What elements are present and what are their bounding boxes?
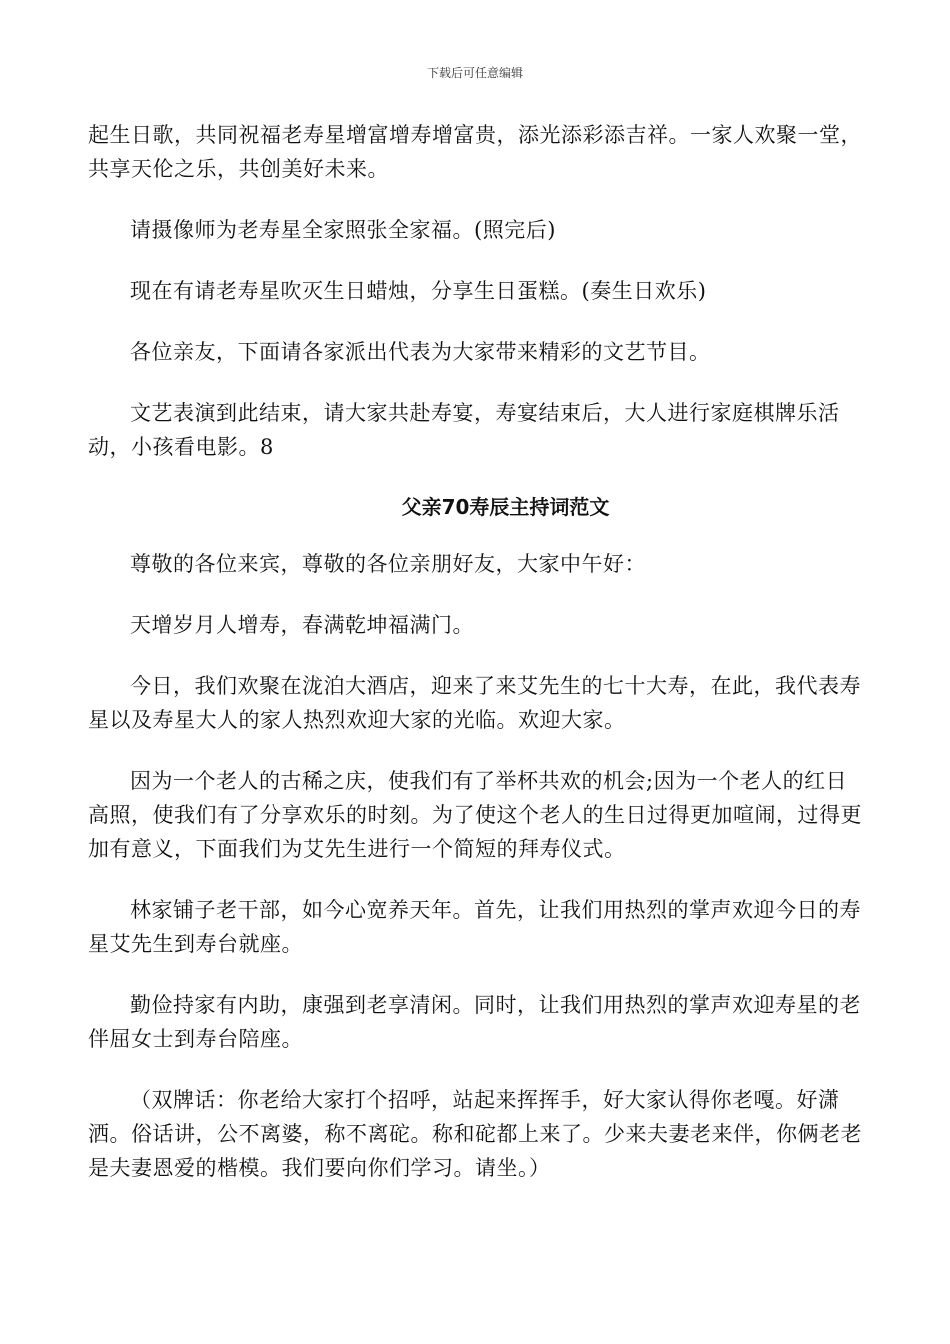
paragraph: 起生日歌，共同祝福老寿星增富增寿增富贵，添光添彩添吉祥。一家人欢聚一堂，共享天伦之乐，共创美好未来。 <box>88 123 862 181</box>
page-header: 下载后可任意编辑 <box>426 66 523 80</box>
paragraph: （双牌话：你老给大家打个招呼，站起来挥挥手，好大家认得你老嘎。好潇洒。俗话讲，公不离婆，称不离砣。称和砣都上来了。少来夫妻老来伴，你俩老老是夫妻恩爱的楷模。我们要向你们学习。请坐。） <box>88 1088 862 1180</box>
paragraph: 今日，我们欢聚在泷泊大酒店，迎来了来艾先生的七十大寿，在此，我代表寿星以及寿星大人的家人热烈欢迎大家的光临。欢迎大家。 <box>88 674 861 732</box>
section-title: 父亲70寿辰主持词范文 <box>401 495 610 519</box>
paragraph: 尊敬的各位来宾，尊敬的各位亲朋好友，大家中午好： <box>130 552 646 576</box>
paragraph: 因为一个老人的古稀之庆，使我们有了举杯共欢的机会;因为一个老人的红日高照，使我们有了分享欢乐的时刻。为了使这个老人的生日过得更加喧闹，过得更加有意义，下面我们为艾先生进行一个简短的拜寿仪式。 <box>88 769 862 861</box>
paragraph: 请摄像师为老寿星全家照张全家福。(照完后) <box>130 218 556 242</box>
paragraph: 林家铺子老干部，如今心宽养天年。首先，让我们用热烈的掌声欢迎今日的寿星艾先生到寿台就座。 <box>88 898 861 956</box>
paragraph: 现在有请老寿星吹灭生日蜡烛，分享生日蛋糕。(奏生日欢乐) <box>130 279 707 303</box>
document-body <box>88 118 863 1212</box>
paragraph: 天增岁月人增寿，春满乾坤福满门。 <box>130 613 474 637</box>
paragraph: 文艺表演到此结束，请大家共赴寿宴，寿宴结束后，大人进行家庭棋牌乐活动，小孩看电影。8 <box>88 401 840 459</box>
paragraph: 各位亲友，下面请各家派出代表为大家带来精彩的文艺节目。 <box>130 340 711 364</box>
paragraph: 勤俭持家有内助，康强到老享清闲。同时，让我们用热烈的掌声欢迎寿星的老伴屈女士到寿台陪座。 <box>88 993 861 1051</box>
